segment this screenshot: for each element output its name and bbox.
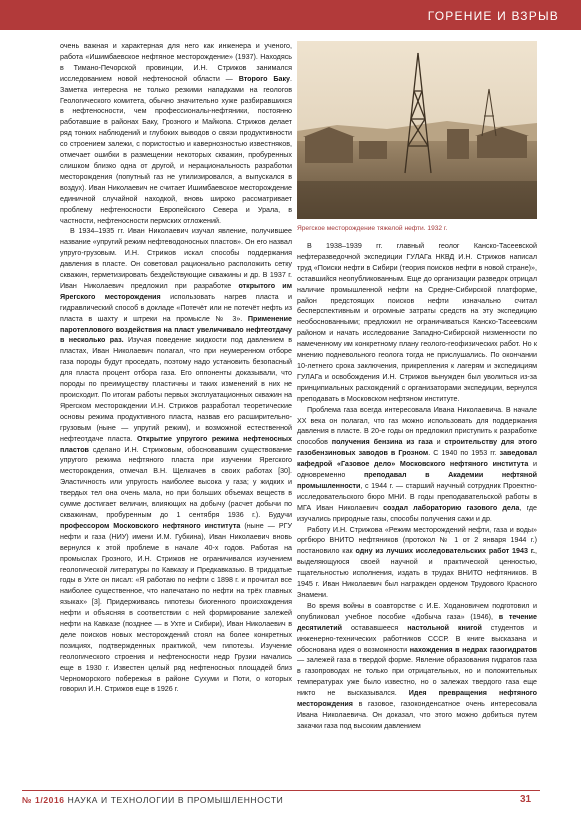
oilfield-photo [297,41,537,219]
figure-caption: Ярегское месторождение тяжелой нефти. 1932 г. [297,225,448,232]
paragraph: В 1934–1935 гг. Иван Николаевич изучал явление, получившее название «упругий режим нефтеводоносных пластов». Он его назвал упруго-грузовым. И.Н. Стрижов искал способы поддержания давления в пласте. Он советовал рационально расположить сетку скважин, герметизировать бездействующие скважины и др. В 1937 г. Иван Николаевич предложил при разработке открытого им Ярегского месторождения использовать нагрев пласта и гидравлический способ в докладе «Потечёт или не потечёт нефть из пласта в шахту и штреки на промысле № 3». Применение паротеплового воздействия на пласт увеличивало нефтеотдачу в несколько раз. Изучая поведение жидкости под давлением в пластах, Иван Николаевич полагал, что при неумеренном отборе газа породы будут проседать, поэтому надо установить безопасный для пласта процент отбора газа. Его оппоненты доказывали, что породы по преимуществу пластичны и таких изменений в них не происходит. По итогам работы первых эксплуатационных скважин на Ярегском месторождении И.Н. Стрижов разработал теоретические основы режима продуктивного пласта, назвав его расширительно-грузовым (ныне — упругий режим), и возможной естественной нефтеотдаче пласта. Открытие упругого режима нефтеносных пластов сделано И.Н. Стрижовым, обосновавшим существование упругого режима нефтяного пласта при изучении Ярегского месторождения, отмечал В.Н. Щелкачев в своих работах [30]. Эластичность или упругость наиболее высока у газа; у жидких и твердых тел она очень мала, но при больших объемах веществ в сумме достигает величин, влияющих на добычу (расчет добычи по скважинам, пробуренным до 1 сентября 1936 г.). Будучи профессором Московского нефтяного института (ныне — РГУ нефти и газа (НИУ) имени И.М. Губкина), Иван Николаевич вновь вернулся к этой проблеме в начале 40-х годов. Работая на промыслах Грозного, И.Н. Стрижов не ограничивался изучением геологической литературы по Кавказу и Предкавказью. В тридцатые годы в Ухте он писал: «Я работаю по нефти с 1898 г. и прочитал все наиболее существенное, что напечатано по нефти на трёх главных языках» [3]. Придерживаясь гипотезы биогенного происхождения нефти и объясняя в соответствии с ней формирование залежей нефти на Кавказе (позднее — в Ухте и Сибири), Иван Николаевич в деле поисков новых месторождений стоял на более конкретных позициях, подтвержденных практикой, чем гипотезы. Изучение геологического строения и нефтеносности недр Грузии начались еще в 1930 г. Известен целый ряд нефтеносных площадей близ Черноморского побережья в районе Сухуми и Поти, о которых говорил И.Н. Стрижов еще в 1926 г. [60,227,293,694]
right-column [297,241,537,732]
left-column [60,41,292,695]
paragraph: очень важная и характерная для него как инженера и ученого, работа «Ишимбаевское нефтяное месторождение» (1937). Находясь в Тимано-Печорской провинции, И.Н. Стрижов занимался исследованием новой нефтеносной области — Второго Баку. Заметка интересна не только резкими нападками на геологов Геологического комитета, обычно значительно хуже разбиравшихся в нефтеносности, чем профессионалы-нефтяники, постоянно работавшие в районах Баку, Грозного и Майкопа. Стрижов делает ряд тонких наблюдений и глубоких выводов о связи продуктивности со строением залежи, с пористостью и кавернозностью известняков, отмечает ошибки в размещении некоторых скважин, пробуренных слишком близко одна от другой, и нерациональность разработки месторождения (попутный газ не утилизировался, а выпускался в воздух). Иван Николаевич не считает Ишимбаевское месторождение единичной случайной находкой, вновь широко рассматривает проблему нефтеносности Европейского Севера и Урала, в частности, нефтеносности пермских отложений. [60,42,292,225]
journal-footer [22,795,283,805]
section-title: ГОРЕНИЕ И ВЗРЫВ [427,9,559,23]
footer-divider [22,790,540,791]
page-number: 31 [520,794,532,805]
issue-number: № 1/2016 [22,795,65,805]
paragraph: Работу И.Н. Стрижова «Режим месторождений нефти, газа и воды» оргбюро ВНИТО нефтяников (протокол № 1 от 2 января 1944 г.) постановило как одну из лучших исследовательских работ 1943 г., выделяющуюся своей научной и практической ценностью, тщательностью исполнения, издать в трудах ВНИТО нефтяников. В 1945 г. Иван Николаевич был награжден орденом Трудового Красного Знамени. [297,525,537,599]
journal-name: НАУКА И ТЕХНОЛОГИИ В ПРОМЫШЛЕННОСТИ [67,795,284,805]
section-header-bar [0,0,581,30]
paragraph: Проблема газа всегда интересовала Ивана Николаевича. В начале XX века он полагал, что газ можно использовать для поддержания давления в пласте. В 20-е годы он предложил приступить к разработке способов получения бензина из газа и строительству для этого газобензиновых заводов в Грозном. С 1940 по 1953 гг. заведовал кафедрой «Газовое дело» Московского нефтяного института и одновременно преподавал в Академии нефтяной промышленности, с 1944 г. — старший научный сотрудник Проектно-исследовательского бюро МНИ. В годы преподавательской работы в МГА Иван Николаевич создал лабораторию газового дела, где изучались природные газы, способы получения сажи и др. [297,405,538,523]
paragraph: Во время войны в соавторстве с И.Е. Ходановичем подготовил и опубликовал учебное пособие «Добыча газа» (1946), в течение десятилетий остававшееся настольной книгой студентов и инженерно-технических работников СССР. В книге высказана и обоснована идея о возможности нахождения в недрах газогидратов — залежей газа в твердой форме. Явление образования гидратов газа в газопроводах не только при отрицательных, но и положительных температурах уже было известно, но о залежах твердого газа еще никто не высказывался. Идея превращения нефтяного месторождения в газовое, газоконденсатное очень интересовала Ивана Николаевича. Он доказал, что этого можно добиться путем закачки газа под высоким давлением [297,601,538,730]
paragraph: В 1938–1939 гг. главный геолог Канско-Тасеевской нефтеразведочной экспедиции ГУЛАГа НКВД И.Н. Стрижов написал труд «Поиски нефти в Сибири (теория поисков нефти в новой стране)», оставшийся неопубликованным. Еще до организации разведок отрицал наличие промышленной нефти на Средне-Сибирской платформе, район предстоящих поисков нефти изначально считал бесперспективным и огромные затраты средств на эту экспедицию необоснованными; предложил не ограничиваться Канско-Тасеевским районом и начать исследование Западно-Сибирской низменности по намеченному им конкретному плану геолого-геофизических работ. Но к мнению подневольного геолога тогда не прислушались. По окончании 10-летнего срока заключения, прикрепления к лагерям и экспедициям ГУЛАГа и освобождения И.Н. Стрижов вынужден был уволиться из-за принципиальных расхождений с организаторами экспедиции, вернулся преподавать в Московском нефтяном институте. [297,242,537,403]
